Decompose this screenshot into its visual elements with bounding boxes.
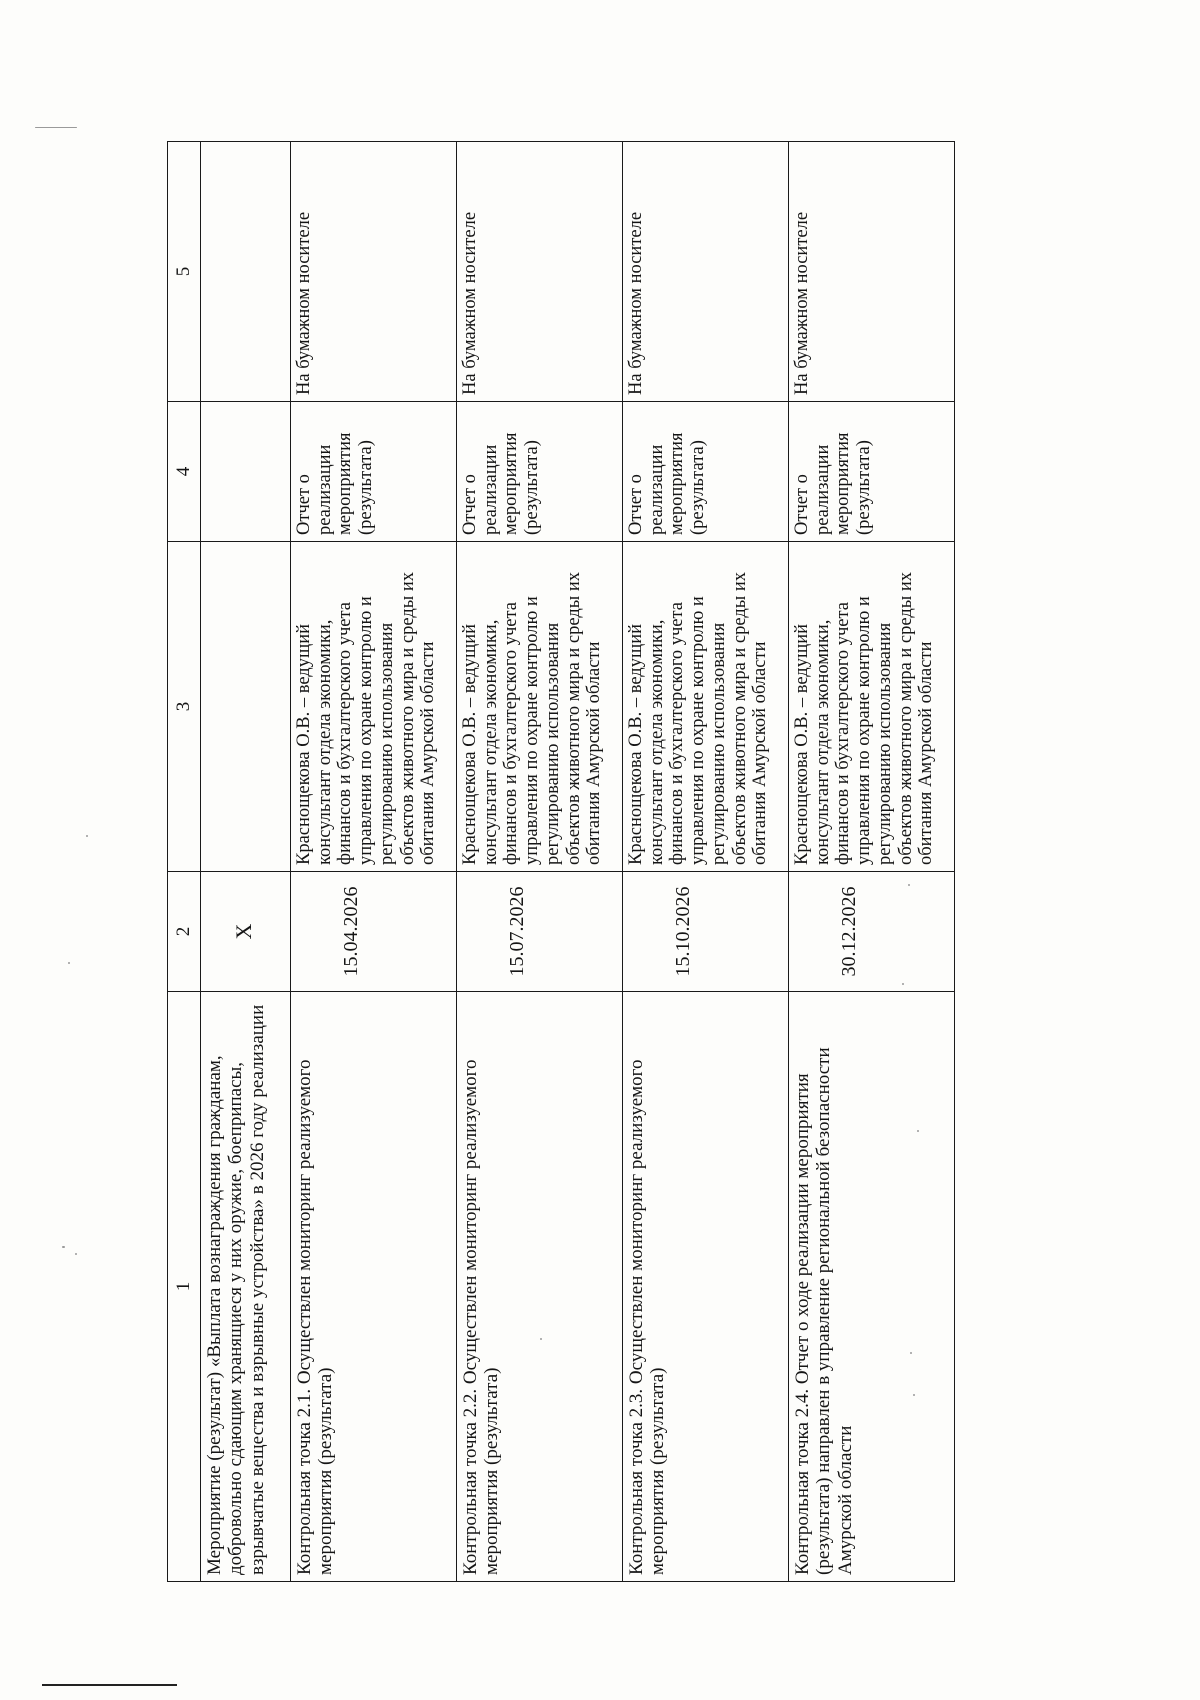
event-name-cell: Мероприятие (результат) «Выплата вознаграждения гражданам, добровольно сдающим хранящиеся у них оружие, боеприпасы, взрывчатые вещества и взрывные устройства» в 2026 году реализации [201, 992, 291, 1582]
responsible-cell: Краснощекова О.В. – ведущий консультант отдела экономики, финансов и бухгалтерского учета управления по охране контролю и регулированию использования объектов животного мира и среды их обитания Амурской области [457, 542, 623, 872]
document-cell [201, 402, 291, 542]
info-system-cell: На бумажном носителе [623, 142, 789, 402]
responsible-cell: Краснощекова О.В. – ведущий консультант отдела экономики, финансов и бухгалтерского учета управления по охране контролю и регулированию использования объектов животного мира и среды их обитания Амурской области [291, 542, 457, 872]
not-applicable-mark: X [231, 923, 256, 940]
table-row [623, 142, 789, 1582]
deadline-date: 15.04.2026 [340, 886, 362, 977]
header-col5: 5 [168, 142, 201, 402]
deadline-date: 15.07.2026 [506, 886, 528, 977]
scan-speck [62, 1246, 65, 1248]
date-cell [457, 872, 623, 992]
date-cell [789, 872, 955, 992]
date-cell [291, 872, 457, 992]
scan-speck [86, 835, 88, 837]
signature-line [42, 1684, 177, 1686]
deadline-date: 15.10.2026 [672, 886, 694, 977]
header-col3: 3 [168, 542, 201, 872]
document-cell: Отчет о реализации мероприятия (результата) [789, 402, 955, 542]
responsible-cell: Краснощекова О.В. – ведущий консультант отдела экономики, финансов и бухгалтерского учета управления по охране контролю и регулированию использования объектов животного мира и среды их обитания Амурской области [623, 542, 789, 872]
rotated-table-sheet [167, 142, 947, 1582]
header-col2: 2 [168, 872, 201, 992]
responsible-cell [201, 542, 291, 872]
control-point-cell: Контрольная точка 2.3. Осуществлен мониторинг реализуемого мероприятия (результата) [623, 992, 789, 1582]
header-col4: 4 [168, 402, 201, 542]
plan-table [167, 141, 955, 1582]
info-system-cell [201, 142, 291, 402]
table-row [291, 142, 457, 1582]
info-system-cell: На бумажном носителе [291, 142, 457, 402]
control-point-cell: Контрольная точка 2.2. Осуществлен мониторинг реализуемого мероприятия (результата) [457, 992, 623, 1582]
table-row [789, 142, 955, 1582]
scan-speck [35, 127, 77, 128]
document-cell: Отчет о реализации мероприятия (результата) [291, 402, 457, 542]
date-cell [623, 872, 789, 992]
date-cell [201, 872, 291, 992]
info-system-cell: На бумажном носителе [789, 142, 955, 402]
responsible-cell: Краснощекова О.В. – ведущий консультант отдела экономики, финансов и бухгалтерского учета управления по охране контролю и регулированию использования объектов животного мира и среды их обитания Амурской области [789, 542, 955, 872]
deadline-date: 30.12.2026 [838, 886, 860, 977]
control-point-cell: Контрольная точка 2.1. Осуществлен мониторинг реализуемого мероприятия (результата) [291, 992, 457, 1582]
scan-speck [75, 1253, 77, 1255]
document-cell: Отчет о реализации мероприятия (результата) [623, 402, 789, 542]
scan-speck [68, 962, 70, 964]
header-row [168, 142, 201, 1582]
table-row [457, 142, 623, 1582]
info-system-cell: На бумажном носителе [457, 142, 623, 402]
header-col1: 1 [168, 992, 201, 1582]
control-point-cell: Контрольная точка 2.4. Отчет о ходе реализации мероприятия (результата) направлен в управление региональной безопасности Амурской области [789, 992, 955, 1582]
document-cell: Отчет о реализации мероприятия (результата) [457, 402, 623, 542]
table-row [201, 142, 291, 1582]
